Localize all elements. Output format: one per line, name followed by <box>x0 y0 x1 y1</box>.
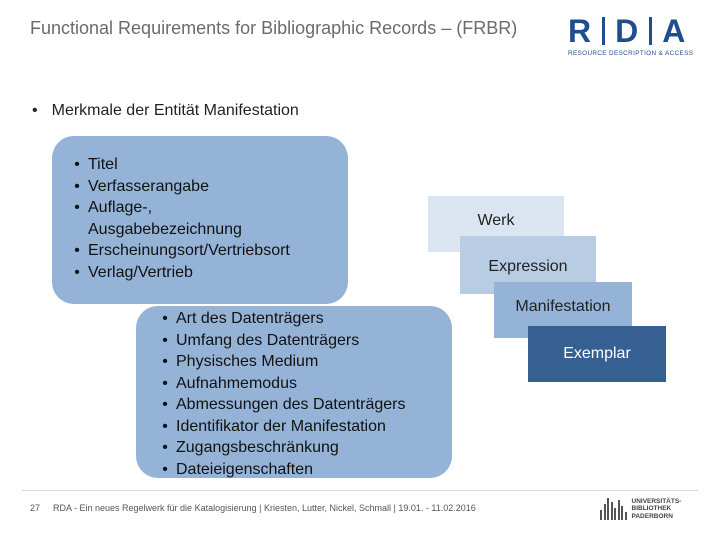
frbr-expression-label: Expression <box>488 258 568 275</box>
list-item-text: Auflage-, Ausgabebezeichnung <box>88 199 242 238</box>
list-item <box>66 197 336 240</box>
list-item-text: Umfang des Datenträgers <box>176 331 360 349</box>
university-logo-line: PADERBORN <box>631 512 673 520</box>
intro-bullet <box>32 102 299 120</box>
list-item-text: Aufnahmemodus <box>176 374 297 392</box>
logo-letter-d: D <box>615 12 640 49</box>
list-item <box>154 308 444 330</box>
list-item <box>154 373 444 395</box>
list-item <box>154 351 444 373</box>
list-item <box>66 154 336 176</box>
list-item-text: Identifikator der Manifestation <box>176 417 386 435</box>
frbr-exemplar-label: Exemplar <box>563 345 631 362</box>
list-item <box>154 459 444 481</box>
logo-letter-r: R <box>568 12 593 49</box>
logo-separator <box>602 17 605 45</box>
bullet-icon: • <box>162 439 168 456</box>
logo-letter-a: A <box>662 12 687 49</box>
bullet-icon: • <box>32 102 38 119</box>
list-item-text: Titel <box>88 156 118 173</box>
list-item <box>154 437 444 459</box>
list-item-text: Zugangsbeschränkung <box>176 439 339 456</box>
list-item <box>66 176 336 198</box>
bullet-icon: • <box>162 310 168 327</box>
footer-text: RDA - Ein neues Regelwerk für die Katalogisierung | Kriesten, Lutter, Nickel, Schmall | 19.01. - 11.02.2016 <box>53 503 476 513</box>
bullet-icon: • <box>162 374 168 392</box>
attribute-box-top <box>52 136 348 304</box>
footer-divider <box>22 490 698 491</box>
page-number: 27 <box>30 503 41 513</box>
bullet-icon: • <box>74 156 80 173</box>
list-item <box>66 240 336 262</box>
attribute-box-bottom <box>136 306 452 478</box>
university-logo-line: BIBLIOTHEK <box>631 505 672 513</box>
bullet-icon: • <box>74 242 80 259</box>
rda-logo <box>568 14 710 60</box>
bullet-icon: • <box>162 460 168 478</box>
list-item <box>154 416 444 438</box>
list-item-text: Abmessungen des Datenträgers <box>176 396 406 413</box>
frbr-manifestation-label: Manifestation <box>515 298 611 315</box>
logo-separator <box>649 17 652 45</box>
university-library-logo <box>600 496 712 522</box>
bullet-icon: • <box>162 417 168 435</box>
list-item-text: Physisches Medium <box>176 353 319 370</box>
list-item-text: Verlag/Vertrieb <box>88 263 193 281</box>
list-item <box>154 394 444 416</box>
list-item-text: Art des Datenträgers <box>176 310 324 327</box>
list-item <box>66 262 336 284</box>
list-item-text: Dateieigenschaften <box>176 460 313 478</box>
bullet-icon: • <box>162 396 168 413</box>
university-logo-line: UNIVERSITÄTS- <box>631 497 682 505</box>
frbr-exemplar-box <box>528 326 666 382</box>
list-item <box>154 330 444 352</box>
bullet-icon: • <box>162 331 168 349</box>
list-item-text: Verfasserangabe <box>88 177 209 195</box>
list-item-text: Erscheinungsort/Vertriebsort <box>88 242 290 259</box>
frbr-werk-label: Werk <box>477 212 515 229</box>
bullet-icon: • <box>162 353 168 370</box>
barcode-icon <box>600 498 627 520</box>
slide-title: Functional Requirements for Bibliographic Records – (FRBR) <box>30 18 518 38</box>
logo-tagline: RESOURCE DESCRIPTION & ACCESS <box>568 50 694 57</box>
bullet-icon: • <box>74 199 80 216</box>
bullet-icon: • <box>74 263 80 281</box>
bullet-icon: • <box>74 177 80 195</box>
intro-bullet-text: Merkmale der Entität Manifestation <box>51 102 299 119</box>
